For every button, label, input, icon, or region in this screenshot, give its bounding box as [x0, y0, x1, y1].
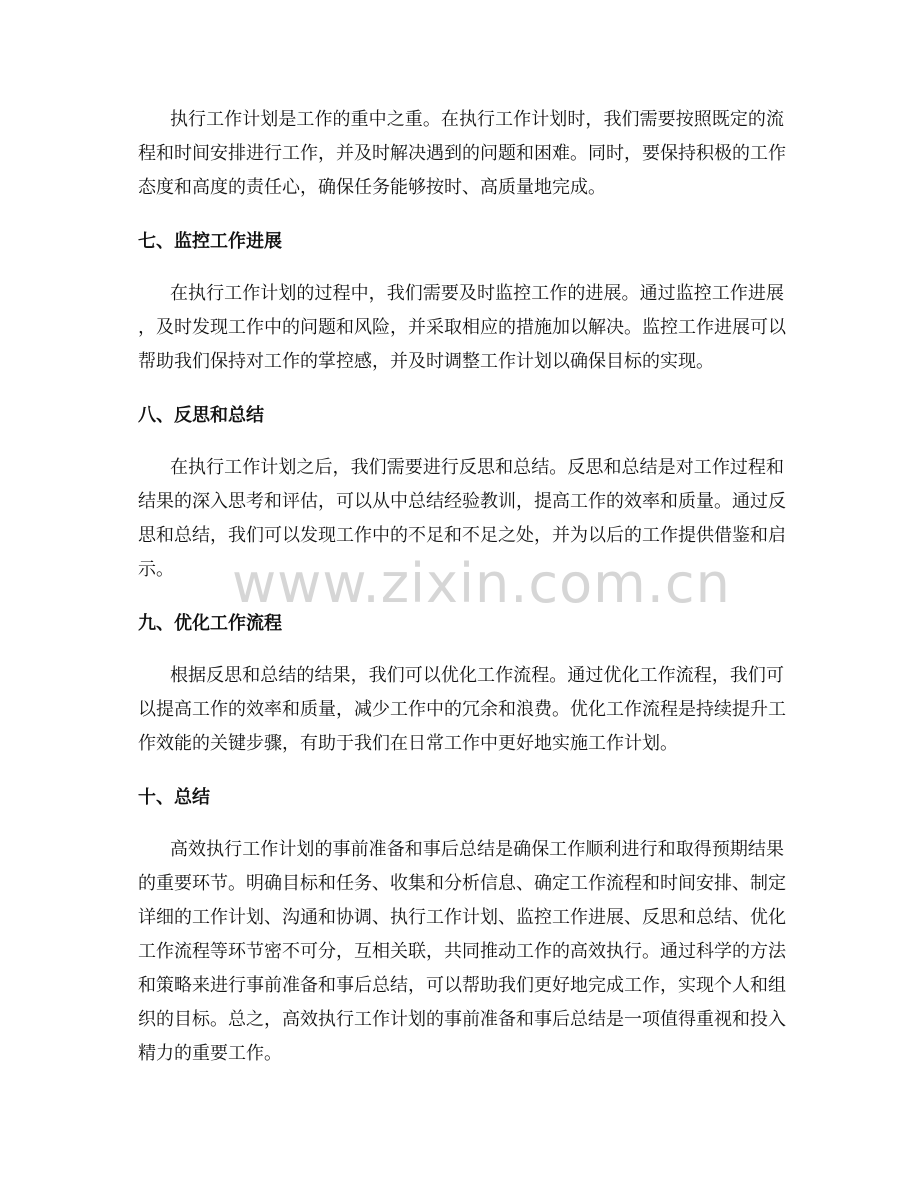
- paragraph-line: 示。: [138, 559, 174, 580]
- watermark: www.zixin.com.cn: [232, 552, 731, 615]
- paragraph-line: 以提高工作的效率和质量，减少工作中的冗余和浪费。优化工作流程是持续提升工: [138, 699, 786, 720]
- paragraph-line: 程和时间安排进行工作，并及时解决遇到的问题和困难。同时，要保持积极的工作: [138, 143, 786, 164]
- paragraph-line: 的重要环节。明确目标和任务、收集和分析信息、确定工作流程和时间安排、制定: [138, 873, 786, 894]
- section-heading-8: 八、反思和总结: [138, 405, 264, 426]
- paragraph-line: 根据反思和总结的结果，我们可以优化工作流程。通过优化工作流程，我们可: [170, 665, 784, 686]
- paragraph-line: 工作流程等环节密不可分，互相关联，共同推动工作的高效执行。通过科学的方法: [138, 941, 786, 962]
- paragraph-line: 思和总结，我们可以发现工作中的不足和不足之处，并为以后的工作提供借鉴和启: [138, 525, 786, 546]
- paragraph-line: 和策略来进行事前准备和事后总结，可以帮助我们更好地完成工作，实现个人和组: [138, 975, 786, 996]
- paragraph-line: 态度和高度的责任心，确保任务能够按时、高质量地完成。: [138, 177, 606, 198]
- paragraph-line: 精力的重要工作。: [138, 1043, 282, 1064]
- paragraph-line: 在执行工作计划的过程中，我们需要及时监控工作的进展。通过监控工作进展: [170, 283, 784, 304]
- paragraph-line: 帮助我们保持对工作的掌控感，并及时调整工作计划以确保目标的实现。: [138, 351, 714, 372]
- paragraph-line: 高效执行工作计划的事前准备和事后总结是确保工作顺利进行和取得预期结果: [170, 839, 784, 860]
- section-paragraph-10: [138, 833, 784, 1071]
- paragraph-line: 结果的深入思考和评估，可以从中总结经验教训，提高工作的效率和质量。通过反: [138, 491, 786, 512]
- paragraph-line: 作效能的关键步骤，有助于我们在日常工作中更好地实施工作计划。: [138, 733, 678, 754]
- section-heading-10: 十、总结: [138, 787, 210, 808]
- section-paragraph-8: [138, 451, 784, 587]
- section-heading-7: 七、监控工作进展: [138, 231, 282, 252]
- paragraph-line: ，及时发现工作中的问题和风险，并采取相应的措施加以解决。监控工作进展可以: [138, 317, 786, 338]
- section-paragraph-7: [138, 277, 784, 379]
- section-paragraph-9: [138, 659, 784, 761]
- paragraph-line: 详细的工作计划、沟通和协调、执行工作计划、监控工作进展、反思和总结、优化: [138, 907, 786, 928]
- intro-paragraph: [138, 103, 784, 205]
- paragraph-line: 织的目标。总之，高效执行工作计划的事前准备和事后总结是一项值得重视和投入: [138, 1009, 786, 1030]
- paragraph-line: 在执行工作计划之后，我们需要进行反思和总结。反思和总结是对工作过程和: [170, 457, 784, 478]
- paragraph-line: 执行工作计划是工作的重中之重。在执行工作计划时，我们需要按照既定的流: [170, 109, 784, 130]
- section-heading-9: 九、优化工作流程: [138, 613, 282, 634]
